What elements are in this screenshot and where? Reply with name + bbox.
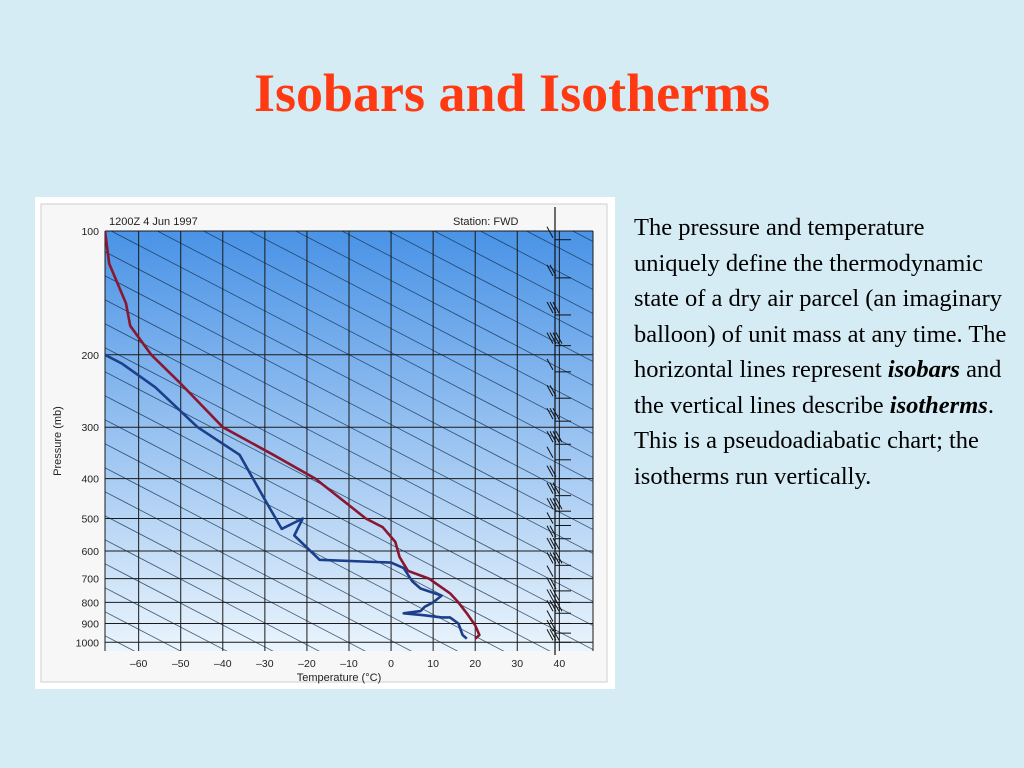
- y-tick-label: 300: [81, 422, 99, 435]
- x-tick-label: –30: [256, 658, 274, 670]
- term-isobars: isobars: [887, 356, 960, 383]
- y-tick-label: 400: [81, 473, 99, 486]
- y-tick-label: 900: [81, 618, 99, 631]
- description-part-3: . This is a pseudoadiabatic chart; the isotherms run vertically.: [634, 391, 994, 490]
- y-tick-label: 600: [81, 546, 99, 559]
- description-text: [634, 210, 1009, 494]
- x-axis-label: Temperature (°C): [296, 672, 382, 684]
- x-tick-label: 30: [511, 658, 524, 670]
- x-tick-label: 10: [427, 658, 439, 670]
- y-tick-label: 700: [81, 573, 99, 586]
- description-part-1: The pressure and temperature uniquely define the thermodynamic state of a dry air parcel (an imaginary balloon) of unit mass at any time. The horizontal lines represent: [634, 214, 1007, 383]
- slide-title: Isobars and Isotherms: [253, 63, 771, 123]
- x-tick-label: –60: [129, 658, 148, 670]
- x-tick-label: 40: [553, 658, 566, 670]
- x-tick-label: 0: [388, 658, 394, 670]
- x-tick-label: –50: [171, 658, 190, 670]
- y-tick-label: 200: [81, 349, 99, 362]
- x-tick-label: 20: [469, 658, 482, 670]
- term-isotherms: isotherms: [889, 391, 988, 419]
- y-tick-label: 500: [81, 513, 99, 526]
- skew-t-chart: [35, 197, 615, 689]
- y-axis-label: Pressure (mb): [52, 406, 64, 476]
- y-tick-label: 100: [81, 226, 99, 238]
- description-part-2: and the vertical lines describe: [634, 356, 1002, 419]
- chart-header-station: Station: FWD: [453, 216, 519, 228]
- x-tick-label: –20: [298, 658, 316, 670]
- skew-t-chart-figure: [35, 197, 615, 689]
- y-tick-label: 1000: [75, 637, 99, 650]
- chart-header-time: 1200Z 4 Jun 1997: [109, 216, 198, 228]
- x-tick-label: –10: [340, 658, 358, 670]
- x-tick-label: –40: [214, 658, 232, 670]
- y-tick-label: 800: [81, 597, 99, 610]
